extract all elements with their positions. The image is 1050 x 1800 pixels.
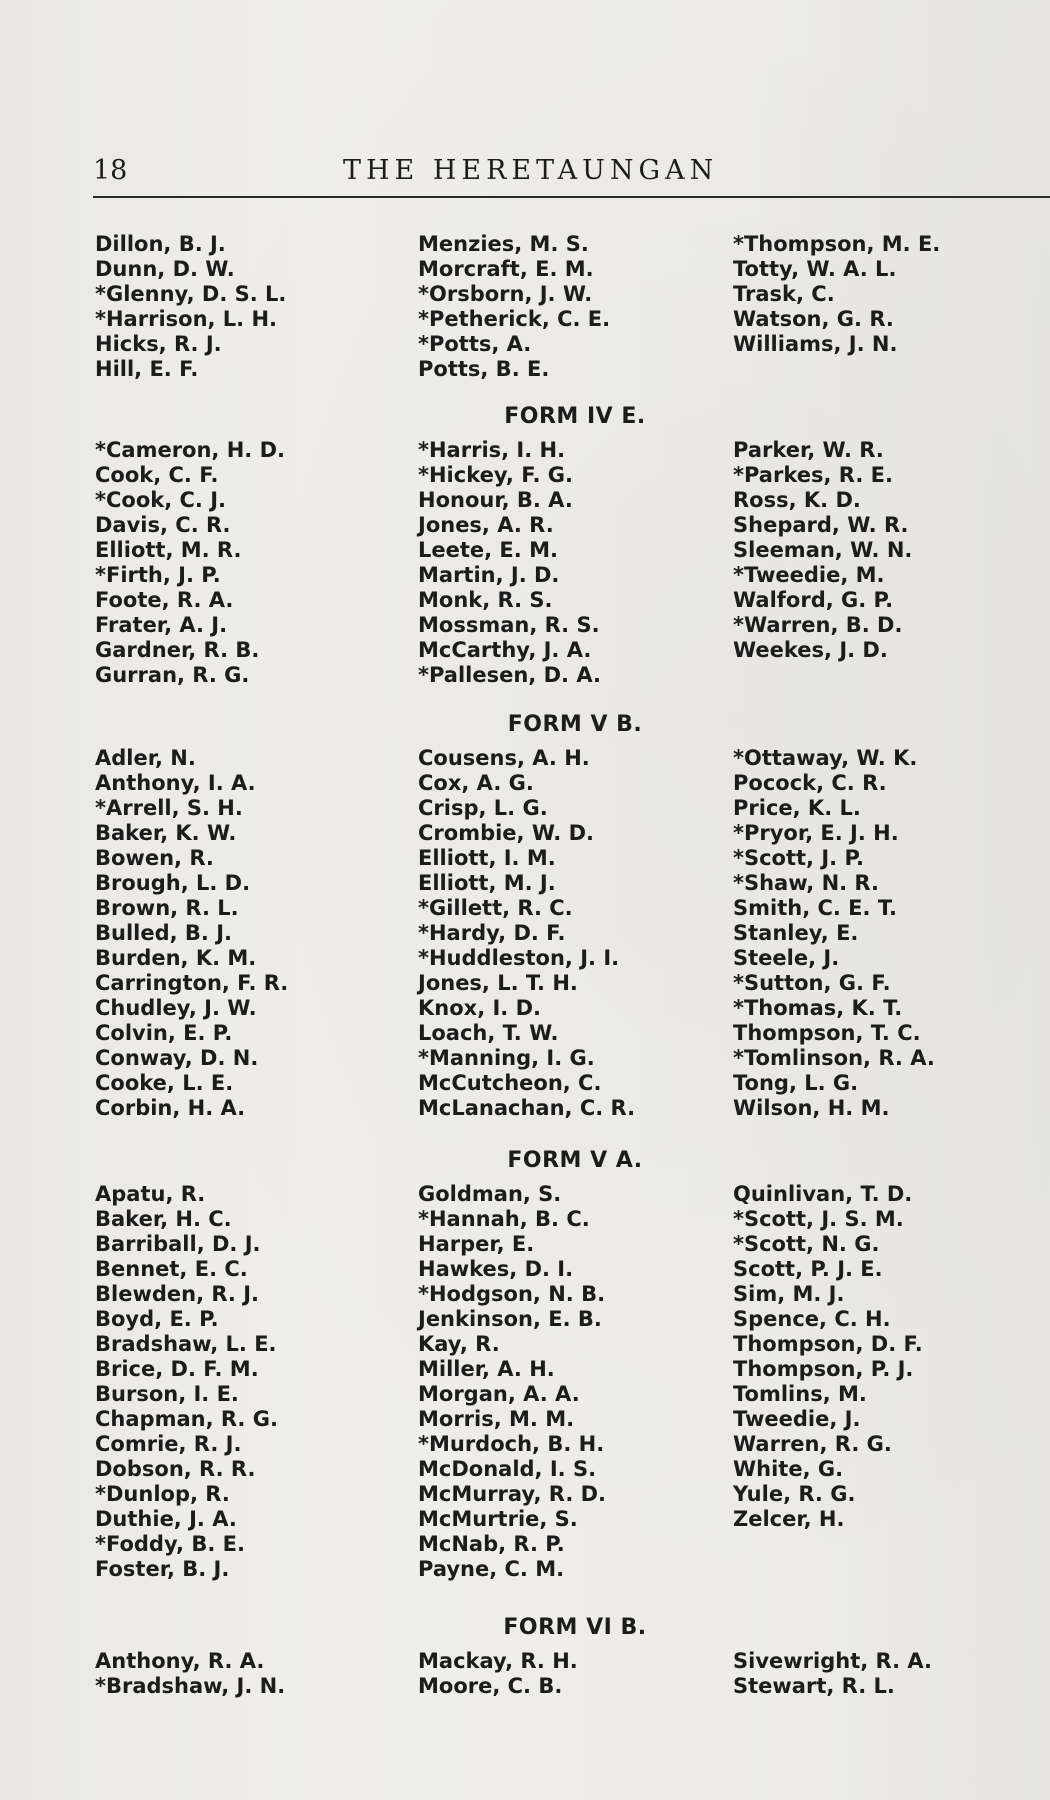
name-entry: Watson, G. R. [733, 307, 894, 331]
name-column-2 [418, 232, 610, 382]
name-entry: Dillon, B. J. [95, 232, 226, 256]
name-entry: Bowen, R. [95, 846, 214, 870]
name-entry: *Bradshaw, J. N. [95, 1674, 286, 1698]
name-entry: Jenkinson, E. B. [418, 1307, 602, 1331]
name-entry: Moore, C. B. [418, 1674, 563, 1698]
name-entry: *Warren, B. D. [733, 613, 903, 637]
name-entry: Mossman, R. S. [418, 613, 600, 637]
name-entry: Chudley, J. W. [95, 996, 257, 1020]
name-entry: Gurran, R. G. [95, 663, 250, 687]
name-entry: McCarthy, J. A. [418, 638, 592, 662]
name-entry: Trask, C. [733, 282, 835, 306]
name-entry: Elliott, M. R. [95, 538, 242, 562]
name-entry: Sim, M. J. [733, 1282, 845, 1306]
name-entry: *Huddleston, J. I. [418, 946, 620, 970]
name-entry: *Harris, I. H. [418, 438, 566, 462]
name-entry: *Firth, J. P. [95, 563, 221, 587]
name-entry: Bennet, E. C. [95, 1257, 248, 1281]
name-entry: *Parkes, R. E. [733, 463, 893, 487]
name-entry: Totty, W. A. L. [733, 257, 897, 281]
name-column-1 [95, 1182, 278, 1582]
name-entry: *Harrison, L. H. [95, 307, 278, 331]
name-entry: *Cook, C. J. [95, 488, 226, 512]
name-entry: *Hickey, F. G. [418, 463, 573, 487]
name-entry: Apatu, R. [95, 1182, 206, 1206]
name-entry: McMurtrie, S. [418, 1507, 578, 1531]
name-column-1 [95, 232, 286, 382]
name-entry: *Manning, I. G. [418, 1046, 595, 1070]
name-entry: *Glenny, D. S. L. [95, 282, 287, 306]
name-entry: Pocock, C. R. [733, 771, 887, 795]
name-column-3 [733, 1182, 923, 1532]
name-entry: Cooke, L. E. [95, 1071, 234, 1095]
running-title: THE HERETAUNGAN [343, 155, 719, 186]
name-entry: *Petherick, C. E. [418, 307, 611, 331]
name-entry: *Sutton, G. F. [733, 971, 891, 995]
name-entry: Knox, I. D. [418, 996, 541, 1020]
name-column-1 [95, 1649, 285, 1699]
name-entry: Price, K. L. [733, 796, 861, 820]
name-entry: *Thompson, M. E. [733, 232, 941, 256]
name-entry: Wilson, H. M. [733, 1096, 890, 1120]
name-entry: Colvin, E. P. [95, 1021, 233, 1045]
name-entry: Hicks, R. J. [95, 332, 222, 356]
name-entry: Corbin, H. A. [95, 1096, 246, 1120]
name-entry: *Scott, N. G. [733, 1232, 880, 1256]
name-entry: Cook, C. F. [95, 463, 219, 487]
name-entry: Morcraft, E. M. [418, 257, 594, 281]
name-entry: *Dunlop, R. [95, 1482, 230, 1506]
name-entry: Payne, C. M. [418, 1557, 565, 1581]
name-entry: Anthony, R. A. [95, 1649, 265, 1673]
name-column-3 [733, 746, 935, 1121]
name-entry: Stewart, R. L. [733, 1674, 895, 1698]
name-entry: Cousens, A. H. [418, 746, 590, 770]
name-entry: Boyd, E. P. [95, 1307, 219, 1331]
name-entry: Goldman, S. [418, 1182, 562, 1206]
name-entry: Zelcer, H. [733, 1507, 845, 1531]
name-column-1 [95, 746, 288, 1121]
name-entry: *Potts, A. [418, 332, 532, 356]
name-entry: Brice, D. F. M. [95, 1357, 259, 1381]
name-entry: McLanachan, C. R. [418, 1096, 636, 1120]
name-entry: *Cameron, H. D. [95, 438, 285, 462]
name-entry: Loach, T. W. [418, 1021, 559, 1045]
name-entry: Hill, E. F. [95, 357, 199, 381]
name-entry: Honour, B. A. [418, 488, 573, 512]
name-column-2 [418, 1182, 606, 1582]
name-entry: McDonald, I. S. [418, 1457, 597, 1481]
name-entry: Gardner, R. B. [95, 638, 260, 662]
name-entry: Conway, D. N. [95, 1046, 259, 1070]
name-entry: *Gillett, R. C. [418, 896, 573, 920]
name-entry: Frater, A. J. [95, 613, 228, 637]
name-entry: Comrie, R. J. [95, 1432, 242, 1456]
name-entry: *Pallesen, D. A. [418, 663, 601, 687]
name-entry: Foote, R. A. [95, 588, 234, 612]
name-entry: Blewden, R. J. [95, 1282, 260, 1306]
name-entry: Adler, N. [95, 746, 196, 770]
name-entry: Quinlivan, T. D. [733, 1182, 913, 1206]
name-entry: Leete, E. M. [418, 538, 558, 562]
name-entry: *Shaw, N. R. [733, 871, 879, 895]
name-entry: Chapman, R. G. [95, 1407, 278, 1431]
name-entry: Jones, L. T. H. [418, 971, 578, 995]
name-entry: *Tweedie, M. [733, 563, 885, 587]
name-entry: Shepard, W. R. [733, 513, 909, 537]
name-entry: *Scott, J. S. M. [733, 1207, 904, 1231]
name-column-2 [418, 1649, 578, 1699]
name-entry: *Hodgson, N. B. [418, 1282, 606, 1306]
name-entry: Scott, P. J. E. [733, 1257, 883, 1281]
name-entry: Miller, A. H. [418, 1357, 555, 1381]
name-entry: Crombie, W. D. [418, 821, 594, 845]
name-entry: Tweedie, J. [733, 1407, 861, 1431]
name-entry: Sivewright, R. A. [733, 1649, 932, 1673]
name-entry: Foster, B. J. [95, 1557, 230, 1581]
name-entry: Baker, K. W. [95, 821, 237, 845]
name-entry: Baker, H. C. [95, 1207, 232, 1231]
name-entry: Carrington, F. R. [95, 971, 289, 995]
name-entry: *Scott, J. P. [733, 846, 864, 870]
name-entry: *Pryor, E. J. H. [733, 821, 899, 845]
name-entry: Monk, R. S. [418, 588, 553, 612]
name-entry: Bulled, B. J. [95, 921, 233, 945]
form-heading: FORM V B. [507, 712, 643, 737]
name-entry: Stanley, E. [733, 921, 859, 945]
name-entry: Hawkes, D. I. [418, 1257, 574, 1281]
name-entry: Thompson, T. C. [733, 1021, 921, 1045]
name-column-3 [733, 438, 912, 663]
name-entry: Ross, K. D. [733, 488, 861, 512]
name-entry: Anthony, I. A. [95, 771, 256, 795]
name-entry: Morgan, A. A. [418, 1382, 580, 1406]
name-entry: *Arrell, S. H. [95, 796, 243, 820]
name-entry: Brough, L. D. [95, 871, 251, 895]
name-entry: Tong, L. G. [733, 1071, 859, 1095]
name-entry: Thompson, P. J. [733, 1357, 914, 1381]
name-entry: Spence, C. H. [733, 1307, 891, 1331]
name-entry: *Thomas, K. T. [733, 996, 903, 1020]
page-header [93, 155, 1050, 201]
name-entry: Morris, M. M. [418, 1407, 575, 1431]
name-entry: Walford, G. P. [733, 588, 894, 612]
name-entry: Davis, C. R. [95, 513, 231, 537]
name-entry: Parker, W. R. [733, 438, 884, 462]
name-entry: Barriball, D. J. [95, 1232, 261, 1256]
name-entry: McMurray, R. D. [418, 1482, 607, 1506]
name-entry: *Murdoch, B. H. [418, 1432, 605, 1456]
name-entry: *Hannah, B. C. [418, 1207, 590, 1231]
name-entry: *Hardy, D. F. [418, 921, 566, 945]
header-rule [93, 196, 1050, 198]
name-entry: Thompson, D. F. [733, 1332, 923, 1356]
name-entry: *Ottaway, W. K. [733, 746, 918, 770]
name-entry: Dunn, D. W. [95, 257, 235, 281]
name-entry: Brown, R. L. [95, 896, 239, 920]
name-entry: Kay, R. [418, 1332, 500, 1356]
name-column-1 [95, 438, 285, 688]
name-entry: Elliott, I. M. [418, 846, 556, 870]
form-heading: FORM IV E. [504, 404, 646, 429]
name-entry: Tomlins, M. [733, 1382, 867, 1406]
name-entry: Harper, E. [418, 1232, 535, 1256]
name-entry: Elliott, M. J. [418, 871, 556, 895]
name-entry: Weekes, J. D. [733, 638, 888, 662]
name-entry: *Foddy, B. E. [95, 1532, 245, 1556]
name-entry: Jones, A. R. [418, 513, 554, 537]
name-column-3 [733, 1649, 932, 1699]
name-entry: Smith, C. E. T. [733, 896, 897, 920]
name-entry: White, G. [733, 1457, 844, 1481]
name-entry: Burson, I. E. [95, 1382, 239, 1406]
form-heading: FORM V A. [507, 1148, 643, 1173]
name-entry: Crisp, L. G. [418, 796, 548, 820]
name-entry: Cox, A. G. [418, 771, 534, 795]
name-column-3 [733, 232, 940, 357]
name-entry: Warren, R. G. [733, 1432, 892, 1456]
name-entry: Yule, R. G. [733, 1482, 856, 1506]
name-column-2 [418, 438, 601, 688]
name-entry: McCutcheon, C. [418, 1071, 602, 1095]
name-entry: Bradshaw, L. E. [95, 1332, 277, 1356]
name-entry: McNab, R. P. [418, 1532, 565, 1556]
name-column-2 [418, 746, 635, 1121]
name-entry: Dobson, R. R. [95, 1457, 256, 1481]
name-entry: Sleeman, W. N. [733, 538, 913, 562]
name-entry: Martin, J. D. [418, 563, 560, 587]
name-entry: Potts, B. E. [418, 357, 550, 381]
form-heading: FORM VI B. [503, 1615, 647, 1640]
name-entry: Menzies, M. S. [418, 232, 589, 256]
name-entry: Mackay, R. H. [418, 1649, 578, 1673]
name-entry: *Orsborn, J. W. [418, 282, 593, 306]
page-number: 18 [93, 155, 128, 186]
name-entry: Williams, J. N. [733, 332, 898, 356]
name-entry: *Tomlinson, R. A. [733, 1046, 935, 1070]
name-entry: Steele, J. [733, 946, 840, 970]
name-entry: Duthie, J. A. [95, 1507, 237, 1531]
name-entry: Burden, K. M. [95, 946, 257, 970]
